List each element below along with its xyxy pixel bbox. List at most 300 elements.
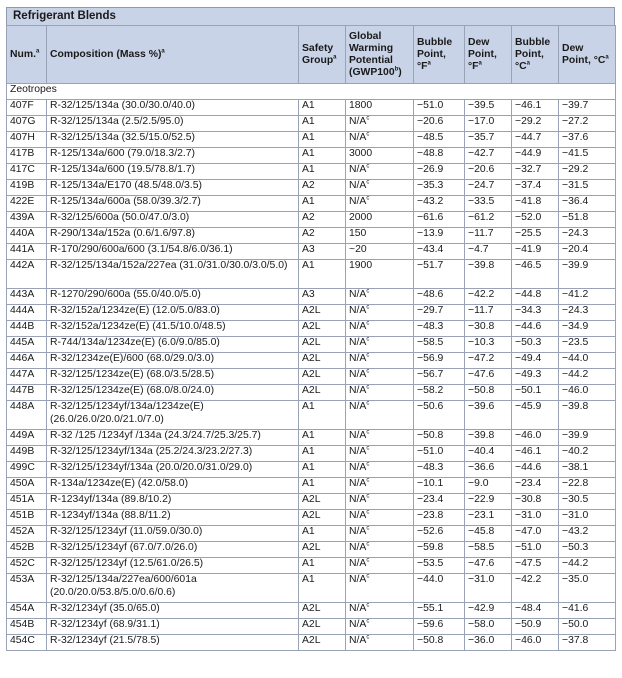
- cell-composition: R-32/125/134a/227ea/600/601a (20.0/20.0/53.8/5.0/0.6/0.6): [47, 574, 299, 603]
- cell-bubble-point-c: −30.8: [512, 494, 559, 510]
- cell-dew-point-f: −9.0: [465, 478, 512, 494]
- cell-bubble-point-c: −29.2: [512, 116, 559, 132]
- cell-bubble-point-f: −48.3: [414, 462, 465, 478]
- table-row: [7, 401, 616, 430]
- cell-dew-point-c: −31.5: [559, 180, 616, 196]
- table-row: [7, 321, 616, 337]
- cell-bubble-point-f: −13.9: [414, 228, 465, 244]
- cell-dew-point-c: −41.2: [559, 289, 616, 305]
- cell-num: 422E: [7, 196, 47, 212]
- cell-composition: R-32/125/1234yf (12.5/61.0/26.5): [47, 558, 299, 574]
- cell-safety-group: A1: [299, 401, 346, 430]
- cell-safety-group: A2L: [299, 510, 346, 526]
- cell-bubble-point-c: −31.0: [512, 510, 559, 526]
- cell-composition: R-32/152a/1234ze(E) (12.0/5.0/83.0): [47, 305, 299, 321]
- cell-composition: R-1234yf/134a (89.8/10.2): [47, 494, 299, 510]
- cell-dew-point-f: −36.0: [465, 635, 512, 651]
- table-row: [7, 212, 616, 228]
- cell-safety-group: A2L: [299, 305, 346, 321]
- cell-dew-point-f: −40.4: [465, 446, 512, 462]
- cell-num: 454A: [7, 603, 47, 619]
- cell-gwp: $N/A^c$: [346, 635, 414, 651]
- cell-dew-point-c: −24.3: [559, 305, 616, 321]
- cell-num: 407G: [7, 116, 47, 132]
- cell-dew-point-f: −30.8: [465, 321, 512, 337]
- cell-dew-point-f: −39.6: [465, 401, 512, 430]
- table-row: [7, 305, 616, 321]
- table-row: [7, 510, 616, 526]
- cell-dew-point-f: −39.8: [465, 260, 512, 289]
- cell-bubble-point-c: −47.0: [512, 526, 559, 542]
- cell-num: 499C: [7, 462, 47, 478]
- cell-bubble-point-c: −44.9: [512, 148, 559, 164]
- table-row: [7, 180, 616, 196]
- cell-dew-point-c: −37.8: [559, 635, 616, 651]
- cell-bubble-point-c: −32.7: [512, 164, 559, 180]
- cell-num: 443A: [7, 289, 47, 305]
- header-dew-point-f: Dew Point, $^\circ F^a$: [465, 26, 512, 84]
- cell-composition: R-744/134a/1234ze(E) (6.0/9.0/85.0): [47, 337, 299, 353]
- cell-dew-point-c: −44.2: [559, 369, 616, 385]
- cell-composition: R-290/134a/152a (0.6/1.6/97.8): [47, 228, 299, 244]
- cell-num: 452A: [7, 526, 47, 542]
- cell-bubble-point-c: −48.4: [512, 603, 559, 619]
- cell-composition: R-1234yf/134a (88.8/11.2): [47, 510, 299, 526]
- cell-num: 449B: [7, 446, 47, 462]
- cell-gwp: $N/A^c$: [346, 401, 414, 430]
- cell-safety-group: A2L: [299, 353, 346, 369]
- cell-num: 454B: [7, 619, 47, 635]
- cell-gwp: $N/A^c$: [346, 196, 414, 212]
- cell-dew-point-c: −39.8: [559, 401, 616, 430]
- cell-dew-point-c: −27.2: [559, 116, 616, 132]
- section-row-zeotropes: [7, 84, 616, 100]
- cell-composition: R-32/125/1234yf/134a/1234ze(E) (26.0/26.0/20.0/21.0/7.0): [47, 401, 299, 430]
- cell-bubble-point-f: −58.5: [414, 337, 465, 353]
- table-row: [7, 385, 616, 401]
- cell-num: 442A: [7, 260, 47, 289]
- cell-bubble-point-f: −23.4: [414, 494, 465, 510]
- cell-bubble-point-f: −48.6: [414, 289, 465, 305]
- cell-bubble-point-f: −55.1: [414, 603, 465, 619]
- cell-dew-point-c: −22.8: [559, 478, 616, 494]
- cell-gwp: $N/A^c$: [346, 446, 414, 462]
- cell-bubble-point-f: −20.6: [414, 116, 465, 132]
- cell-bubble-point-c: −46.5: [512, 260, 559, 289]
- cell-gwp: $N/A^c$: [346, 369, 414, 385]
- cell-gwp: $N/A^c$: [346, 353, 414, 369]
- header-row: [7, 26, 616, 84]
- cell-safety-group: A1: [299, 260, 346, 289]
- cell-safety-group: A2L: [299, 337, 346, 353]
- cell-bubble-point-f: −35.3: [414, 180, 465, 196]
- cell-composition: R-125/134a/600 (79.0/18.3/2.7): [47, 148, 299, 164]
- cell-safety-group: A2L: [299, 542, 346, 558]
- cell-dew-point-c: −40.2: [559, 446, 616, 462]
- cell-composition: R-32/1234yf (68.9/31.1): [47, 619, 299, 635]
- cell-bubble-point-f: −48.8: [414, 148, 465, 164]
- cell-num: 454C: [7, 635, 47, 651]
- cell-num: 417B: [7, 148, 47, 164]
- table-row: [7, 228, 616, 244]
- cell-dew-point-f: −10.3: [465, 337, 512, 353]
- cell-composition: R-134a/1234ze(E) (42.0/58.0): [47, 478, 299, 494]
- table-row: [7, 196, 616, 212]
- cell-safety-group: A2L: [299, 321, 346, 337]
- cell-composition: R-125/134a/600a (58.0/39.3/2.7): [47, 196, 299, 212]
- cell-safety-group: A3: [299, 244, 346, 260]
- cell-safety-group: A1: [299, 574, 346, 603]
- cell-gwp: $N/A^c$: [346, 478, 414, 494]
- cell-dew-point-f: −47.6: [465, 558, 512, 574]
- cell-gwp: 1800: [346, 100, 414, 116]
- table-row: [7, 353, 616, 369]
- cell-composition: R-32/125/1234yf (11.0/59.0/30.0): [47, 526, 299, 542]
- cell-composition: R-32/125/134a (30.0/30.0/40.0): [47, 100, 299, 116]
- table-row: [7, 603, 616, 619]
- cell-dew-point-c: −30.5: [559, 494, 616, 510]
- cell-bubble-point-c: −47.5: [512, 558, 559, 574]
- cell-bubble-point-f: −50.8: [414, 430, 465, 446]
- cell-dew-point-f: −58.5: [465, 542, 512, 558]
- cell-safety-group: A1: [299, 116, 346, 132]
- cell-dew-point-f: −35.7: [465, 132, 512, 148]
- cell-composition: R-32/125/1234ze(E) (68.0/8.0/24.0): [47, 385, 299, 401]
- cell-composition: R-32/125/134a (2.5/2.5/95.0): [47, 116, 299, 132]
- header-composition: Composition (Mass %)$^a$: [47, 26, 299, 84]
- cell-num: 451A: [7, 494, 47, 510]
- table-row: [7, 116, 616, 132]
- cell-dew-point-f: −42.7: [465, 148, 512, 164]
- cell-dew-point-c: −24.3: [559, 228, 616, 244]
- table-row: [7, 635, 616, 651]
- cell-gwp: 3000: [346, 148, 414, 164]
- cell-dew-point-f: −61.2: [465, 212, 512, 228]
- cell-gwp: ~20: [346, 244, 414, 260]
- cell-dew-point-f: −33.5: [465, 196, 512, 212]
- table-row: [7, 462, 616, 478]
- cell-dew-point-f: −50.8: [465, 385, 512, 401]
- refrigerant-blends-table: [6, 25, 616, 651]
- cell-safety-group: A1: [299, 446, 346, 462]
- cell-gwp: $N/A^c$: [346, 305, 414, 321]
- cell-safety-group: A1: [299, 132, 346, 148]
- cell-dew-point-f: −20.6: [465, 164, 512, 180]
- table-row: [7, 478, 616, 494]
- cell-dew-point-f: −17.0: [465, 116, 512, 132]
- cell-composition: R-32/152a/1234ze(E) (41.5/10.0/48.5): [47, 321, 299, 337]
- cell-bubble-point-c: −34.3: [512, 305, 559, 321]
- cell-dew-point-c: −36.4: [559, 196, 616, 212]
- cell-composition: R-32/125/134a (32.5/15.0/52.5): [47, 132, 299, 148]
- cell-bubble-point-f: −61.6: [414, 212, 465, 228]
- cell-safety-group: A2: [299, 180, 346, 196]
- cell-composition: R-125/134a/600 (19.5/78.8/1.7): [47, 164, 299, 180]
- cell-num: 407F: [7, 100, 47, 116]
- cell-bubble-point-c: −52.0: [512, 212, 559, 228]
- cell-dew-point-c: −50.3: [559, 542, 616, 558]
- cell-gwp: $N/A^c$: [346, 526, 414, 542]
- cell-dew-point-c: −23.5: [559, 337, 616, 353]
- cell-dew-point-f: −11.7: [465, 305, 512, 321]
- cell-composition: R-32/1234ze(E)/600 (68.0/29.0/3.0): [47, 353, 299, 369]
- cell-bubble-point-c: −46.0: [512, 430, 559, 446]
- cell-num: 452B: [7, 542, 47, 558]
- cell-num: 448A: [7, 401, 47, 430]
- cell-safety-group: A1: [299, 462, 346, 478]
- cell-bubble-point-c: −49.3: [512, 369, 559, 385]
- cell-bubble-point-f: −56.9: [414, 353, 465, 369]
- cell-dew-point-c: −31.0: [559, 510, 616, 526]
- cell-bubble-point-c: −37.4: [512, 180, 559, 196]
- cell-num: 452C: [7, 558, 47, 574]
- cell-dew-point-c: −37.6: [559, 132, 616, 148]
- cell-bubble-point-f: −53.5: [414, 558, 465, 574]
- cell-gwp: $N/A^c$: [346, 558, 414, 574]
- cell-bubble-point-f: −44.0: [414, 574, 465, 603]
- cell-dew-point-f: −47.2: [465, 353, 512, 369]
- cell-bubble-point-c: −50.1: [512, 385, 559, 401]
- cell-bubble-point-c: −46.0: [512, 635, 559, 651]
- cell-safety-group: A2L: [299, 385, 346, 401]
- cell-gwp: $N/A^c$: [346, 385, 414, 401]
- cell-dew-point-c: −46.0: [559, 385, 616, 401]
- cell-dew-point-f: −39.8: [465, 430, 512, 446]
- cell-dew-point-f: −36.6: [465, 462, 512, 478]
- cell-safety-group: A1: [299, 430, 346, 446]
- cell-gwp: 1900: [346, 260, 414, 289]
- cell-composition: R-32/125/1234ze(E) (68.0/3.5/28.5): [47, 369, 299, 385]
- cell-safety-group: A2: [299, 212, 346, 228]
- cell-dew-point-f: −58.0: [465, 619, 512, 635]
- cell-bubble-point-f: −23.8: [414, 510, 465, 526]
- cell-dew-point-c: −44.2: [559, 558, 616, 574]
- table-row: [7, 148, 616, 164]
- table-row: [7, 289, 616, 305]
- cell-num: 419B: [7, 180, 47, 196]
- cell-dew-point-f: −11.7: [465, 228, 512, 244]
- header-bubble-point-c: Bubble Point, $^\circ C^a$: [512, 26, 559, 84]
- cell-composition: R-1270/290/600a (55.0/40.0/5.0): [47, 289, 299, 305]
- cell-gwp: $N/A^c$: [346, 321, 414, 337]
- cell-dew-point-f: −22.9: [465, 494, 512, 510]
- cell-bubble-point-f: −50.6: [414, 401, 465, 430]
- cell-bubble-point-f: −51.0: [414, 446, 465, 462]
- cell-num: 417C: [7, 164, 47, 180]
- cell-bubble-point-c: −41.9: [512, 244, 559, 260]
- cell-safety-group: A1: [299, 196, 346, 212]
- cell-bubble-point-f: −48.3: [414, 321, 465, 337]
- cell-composition: R-32/125/134a/152a/227ea (31.0/31.0/30.0/3.0/5.0): [47, 260, 299, 289]
- cell-num: 446A: [7, 353, 47, 369]
- cell-dew-point-f: −45.8: [465, 526, 512, 542]
- cell-bubble-point-f: −59.8: [414, 542, 465, 558]
- cell-dew-point-c: −41.6: [559, 603, 616, 619]
- cell-bubble-point-f: −50.8: [414, 635, 465, 651]
- cell-safety-group: A1: [299, 526, 346, 542]
- cell-dew-point-c: −29.2: [559, 164, 616, 180]
- cell-safety-group: A2L: [299, 619, 346, 635]
- cell-dew-point-f: −23.1: [465, 510, 512, 526]
- cell-gwp: $N/A^c$: [346, 116, 414, 132]
- cell-gwp: $N/A^c$: [346, 619, 414, 635]
- cell-bubble-point-f: −10.1: [414, 478, 465, 494]
- cell-safety-group: A1: [299, 478, 346, 494]
- cell-bubble-point-f: −52.6: [414, 526, 465, 542]
- cell-bubble-point-f: −51.7: [414, 260, 465, 289]
- cell-num: 450A: [7, 478, 47, 494]
- cell-safety-group: A2L: [299, 635, 346, 651]
- cell-bubble-point-f: −26.9: [414, 164, 465, 180]
- cell-composition: R-32 /125 /1234yf /134a (24.3/24.7/25.3/25.7): [47, 430, 299, 446]
- cell-dew-point-f: −47.6: [465, 369, 512, 385]
- header-gwp: Global Warming Potential (GWP100$^b$): [346, 26, 414, 84]
- cell-dew-point-c: −20.4: [559, 244, 616, 260]
- cell-bubble-point-f: −59.6: [414, 619, 465, 635]
- cell-bubble-point-c: −25.5: [512, 228, 559, 244]
- cell-bubble-point-c: −46.1: [512, 446, 559, 462]
- cell-safety-group: A3: [299, 289, 346, 305]
- cell-bubble-point-c: −50.9: [512, 619, 559, 635]
- cell-bubble-point-f: −58.2: [414, 385, 465, 401]
- cell-num: 407H: [7, 132, 47, 148]
- cell-dew-point-f: −4.7: [465, 244, 512, 260]
- cell-dew-point-c: −34.9: [559, 321, 616, 337]
- table-row: [7, 542, 616, 558]
- cell-gwp: 150: [346, 228, 414, 244]
- cell-bubble-point-f: −56.7: [414, 369, 465, 385]
- cell-dew-point-c: −43.2: [559, 526, 616, 542]
- cell-num: 445A: [7, 337, 47, 353]
- cell-num: 439A: [7, 212, 47, 228]
- cell-dew-point-c: −39.7: [559, 100, 616, 116]
- cell-bubble-point-f: −43.4: [414, 244, 465, 260]
- table-row: [7, 526, 616, 542]
- cell-gwp: $N/A^c$: [346, 462, 414, 478]
- cell-safety-group: A1: [299, 164, 346, 180]
- cell-composition: R-32/125/600a (50.0/47.0/3.0): [47, 212, 299, 228]
- cell-bubble-point-f: −51.0: [414, 100, 465, 116]
- table-row: [7, 100, 616, 116]
- cell-gwp: $N/A^c$: [346, 337, 414, 353]
- table-title: Refrigerant Blends: [6, 7, 615, 25]
- cell-composition: R-32/1234yf (21.5/78.5): [47, 635, 299, 651]
- cell-bubble-point-c: −51.0: [512, 542, 559, 558]
- cell-composition: R-125/134a/E170 (48.5/48.0/3.5): [47, 180, 299, 196]
- section-label: Zeotropes: [7, 84, 616, 100]
- cell-dew-point-f: −24.7: [465, 180, 512, 196]
- cell-dew-point-c: −38.1: [559, 462, 616, 478]
- cell-composition: R-170/290/600a/600 (3.1/54.8/6.0/36.1): [47, 244, 299, 260]
- cell-bubble-point-c: −44.6: [512, 321, 559, 337]
- cell-gwp: $N/A^c$: [346, 180, 414, 196]
- cell-safety-group: A2L: [299, 603, 346, 619]
- header-safety-group: Safety Group$^a$: [299, 26, 346, 84]
- cell-dew-point-f: −39.5: [465, 100, 512, 116]
- cell-bubble-point-c: −46.1: [512, 100, 559, 116]
- table-row: [7, 446, 616, 462]
- cell-composition: R-32/125/1234yf (67.0/7.0/26.0): [47, 542, 299, 558]
- table-row: [7, 369, 616, 385]
- cell-num: 451B: [7, 510, 47, 526]
- cell-num: 444B: [7, 321, 47, 337]
- cell-gwp: $N/A^c$: [346, 132, 414, 148]
- cell-dew-point-c: −41.5: [559, 148, 616, 164]
- cell-bubble-point-f: −48.5: [414, 132, 465, 148]
- cell-bubble-point-c: −49.4: [512, 353, 559, 369]
- table-row: [7, 132, 616, 148]
- cell-gwp: $N/A^c$: [346, 494, 414, 510]
- cell-safety-group: A2L: [299, 369, 346, 385]
- cell-dew-point-c: −35.0: [559, 574, 616, 603]
- cell-num: 447B: [7, 385, 47, 401]
- cell-num: 440A: [7, 228, 47, 244]
- cell-gwp: $N/A^c$: [346, 430, 414, 446]
- cell-dew-point-c: −44.0: [559, 353, 616, 369]
- cell-safety-group: A1: [299, 148, 346, 164]
- cell-gwp: $N/A^c$: [346, 542, 414, 558]
- cell-dew-point-c: −39.9: [559, 260, 616, 289]
- table-row: [7, 574, 616, 603]
- cell-bubble-point-c: −23.4: [512, 478, 559, 494]
- cell-bubble-point-c: −41.8: [512, 196, 559, 212]
- cell-safety-group: A2L: [299, 494, 346, 510]
- cell-bubble-point-c: −44.8: [512, 289, 559, 305]
- cell-bubble-point-f: −43.2: [414, 196, 465, 212]
- cell-num: 453A: [7, 574, 47, 603]
- table-row: [7, 337, 616, 353]
- header-num: Num.$^a$: [7, 26, 47, 84]
- cell-gwp: $N/A^c$: [346, 510, 414, 526]
- table-row: [7, 430, 616, 446]
- cell-bubble-point-c: −44.7: [512, 132, 559, 148]
- table-row: [7, 164, 616, 180]
- table-row: [7, 494, 616, 510]
- cell-composition: R-32/125/1234yf/134a (25.2/24.3/23.2/27.3): [47, 446, 299, 462]
- cell-composition: R-32/125/1234yf/134a (20.0/20.0/31.0/29.0): [47, 462, 299, 478]
- cell-bubble-point-f: −29.7: [414, 305, 465, 321]
- cell-bubble-point-c: −50.3: [512, 337, 559, 353]
- cell-num: 449A: [7, 430, 47, 446]
- cell-gwp: $N/A^c$: [346, 164, 414, 180]
- refrigerant-blends-table-panel: [6, 7, 615, 651]
- cell-bubble-point-c: −42.2: [512, 574, 559, 603]
- cell-gwp: 2000: [346, 212, 414, 228]
- header-dew-point-c: Dew Point, $^\circ C^a$: [559, 26, 616, 84]
- cell-composition: R-32/1234yf (35.0/65.0): [47, 603, 299, 619]
- cell-safety-group: A1: [299, 100, 346, 116]
- cell-safety-group: A2: [299, 228, 346, 244]
- cell-dew-point-c: −51.8: [559, 212, 616, 228]
- cell-dew-point-f: −42.9: [465, 603, 512, 619]
- cell-gwp: $N/A^c$: [346, 574, 414, 603]
- cell-gwp: $N/A^c$: [346, 603, 414, 619]
- cell-num: 444A: [7, 305, 47, 321]
- header-bubble-point-f: Bubble Point, $^\circ F^a$: [414, 26, 465, 84]
- cell-num: 441A: [7, 244, 47, 260]
- cell-bubble-point-c: −45.9: [512, 401, 559, 430]
- cell-gwp: $N/A^c$: [346, 289, 414, 305]
- cell-dew-point-f: −42.2: [465, 289, 512, 305]
- table-row: [7, 619, 616, 635]
- cell-bubble-point-c: −44.6: [512, 462, 559, 478]
- cell-dew-point-f: −31.0: [465, 574, 512, 603]
- table-row: [7, 558, 616, 574]
- table-row: [7, 244, 616, 260]
- cell-safety-group: A1: [299, 558, 346, 574]
- cell-dew-point-c: −50.0: [559, 619, 616, 635]
- table-row: [7, 260, 616, 289]
